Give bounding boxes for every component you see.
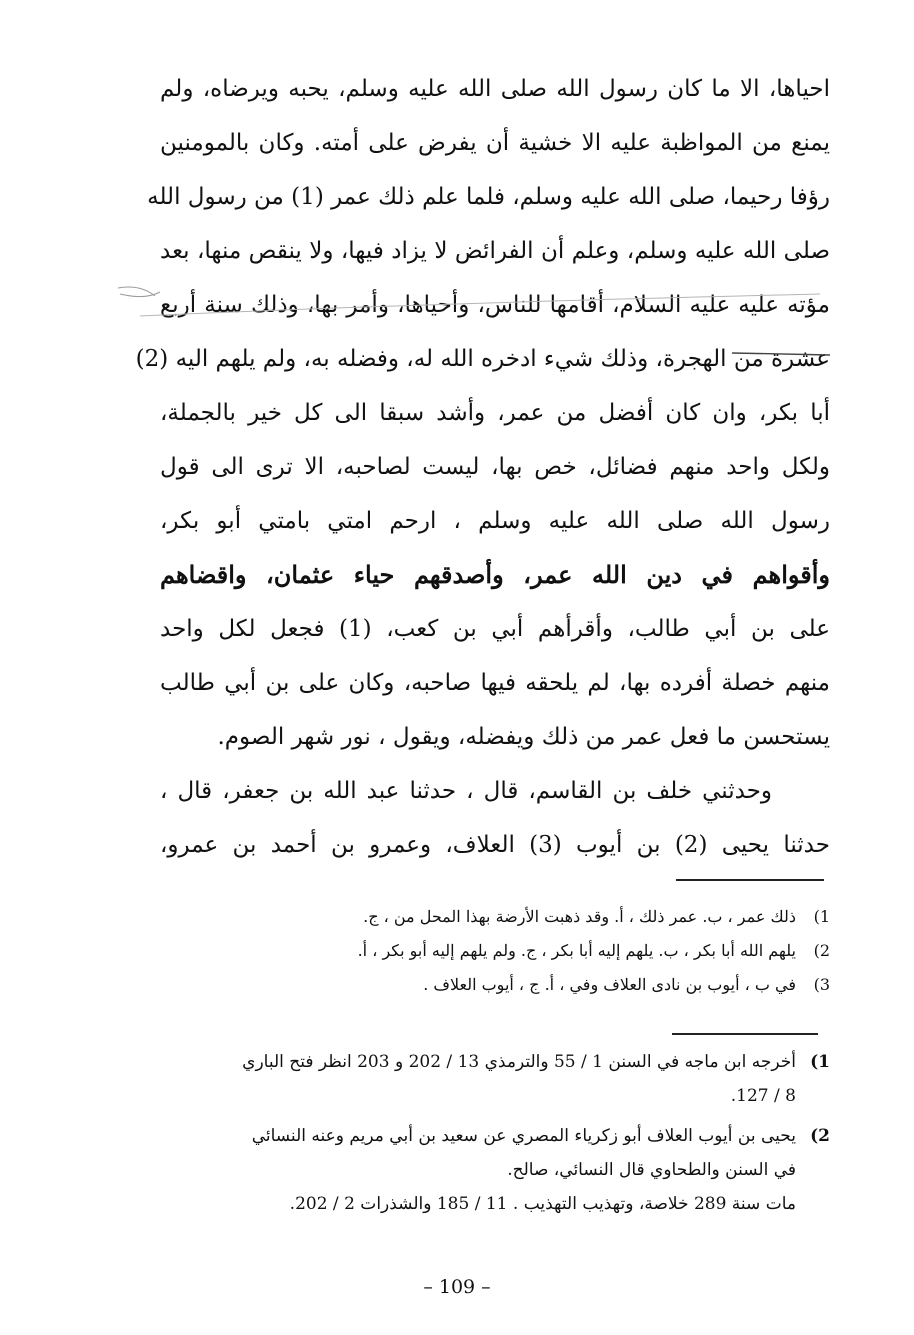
footnote-body	[160, 1045, 796, 1113]
footnote-line: مات سنة 289 خلاصة، وتهذيب التهذيب . 11 / 185 والشذرات 2 / 202.	[289, 1194, 796, 1214]
footnote-item	[160, 1119, 830, 1221]
text-line-15: حدثنا يحيى (2) بن أيوب (3) العلاف، وعمرو بن أحمد بن عمرو،	[160, 832, 830, 858]
footnote-number: 2)	[813, 941, 830, 960]
text-line-2: يمنع من المواظبة عليه الا خشية أن يفرض على أمته. وكان بالمومنين	[160, 130, 830, 156]
footnote-line: في السنن والطحاوي قال النسائي، صالح.	[507, 1160, 796, 1180]
text-line-9: رسول الله صلى الله عليه وسلم ، ارحم امتي بامتي أبو بكر،	[160, 508, 830, 534]
footnote-item	[250, 934, 830, 968]
footnote-number: 1)	[810, 1052, 830, 1072]
footnote-number: 1)	[813, 907, 830, 926]
text-line-7: أبا بكر، وان كان أفضل من عمر، وأشد سبقا الى كل خير بالجملة،	[160, 400, 830, 426]
footnote-text: في ب ، أيوب بن نادى العلاف وفي ، أ. ج ، أيوب العلاف .	[423, 975, 796, 994]
page-number: – 109 –	[423, 1276, 491, 1298]
text-line-12: منهم خصلة أفرده بها، لم يلحقه فيها صاحبه، وكان على بن أبي طالب	[160, 670, 830, 696]
text-line-5: مؤته عليه عليه السلام، أقامها للناس، وأحياها، وأمر بها، وذلك سنة أربع	[160, 292, 830, 318]
footnote-line: 8 / 127.	[730, 1086, 796, 1106]
main-text-block	[135, 62, 830, 872]
text-line-10: وأقواهم في دين الله عمر، وأصدقهم حياء عثمان، واقضاهم	[160, 560, 830, 589]
pencil-mark-decoration	[100, 276, 860, 366]
footnote-line: أخرجه ابن ماجه في السنن 1 / 55 والترمذي 13 / 202 و 203 انظر فتح الباري	[242, 1052, 796, 1072]
footnote-line: يحيى بن أيوب العلاف أبو زكرياء المصري عن سعيد بن أبي مريم وعنه النسائي	[251, 1126, 796, 1146]
text-line-3: رؤفا رحيما، صلى الله عليه وسلم، فلما علم ذلك عمر (1) من رسول الله	[147, 184, 830, 210]
text-line-13: يستحسن ما فعل عمر من ذلك ويفضله، ويقول ، نور شهر الصوم.	[217, 724, 830, 750]
footnote-divider-2	[672, 1033, 818, 1035]
footnote-item	[250, 968, 830, 1002]
text-line-1: احياها، الا ما كان رسول الله صلى الله عليه وسلم، يحبه ويرضاه، ولم	[160, 76, 830, 102]
text-line-11: على بن أبي طالب، وأقرأهم أبي بن كعب، (1) فجعل لكل واحد	[160, 616, 830, 642]
text-line-8: ولكل واحد منهم فضائل، خص بها، ليست لصاحبه، الا ترى الى قول	[160, 454, 830, 480]
footnote-text: ذلك عمر ، ب. عمر ذلك ، أ. وقد ذهبت الأرضة بهذا المحل من ، ج.	[363, 907, 796, 926]
footnote-text: يلهم الله أبا بكر ، ب. يلهم إليه أبا بكر ، ج. ولم يلهم إليه أبو بكر ، أ.	[357, 941, 796, 960]
text-line-4: صلى الله عليه وسلم، وعلم أن الفرائض لا يزاد فيها، ولا ينقص منها، بعد	[160, 238, 830, 264]
text-line-14: وحدثني خلف بن القاسم، قال ، حدثنا عبد الله بن جعفر، قال ،	[160, 778, 772, 804]
footnote-item	[160, 1045, 830, 1113]
footnote-item	[250, 900, 830, 934]
footnote-divider-1	[676, 879, 824, 881]
variant-footnotes	[250, 900, 830, 1002]
footnote-number: 2)	[810, 1126, 830, 1146]
footnote-number: 3)	[813, 975, 830, 994]
footnote-body	[160, 1119, 796, 1221]
source-footnotes	[160, 1045, 830, 1227]
text-line-6: عشرة من الهجرة، وذلك شيء ادخره الله له، وفضله به، ولم يلهم اليه (2)	[135, 346, 830, 372]
